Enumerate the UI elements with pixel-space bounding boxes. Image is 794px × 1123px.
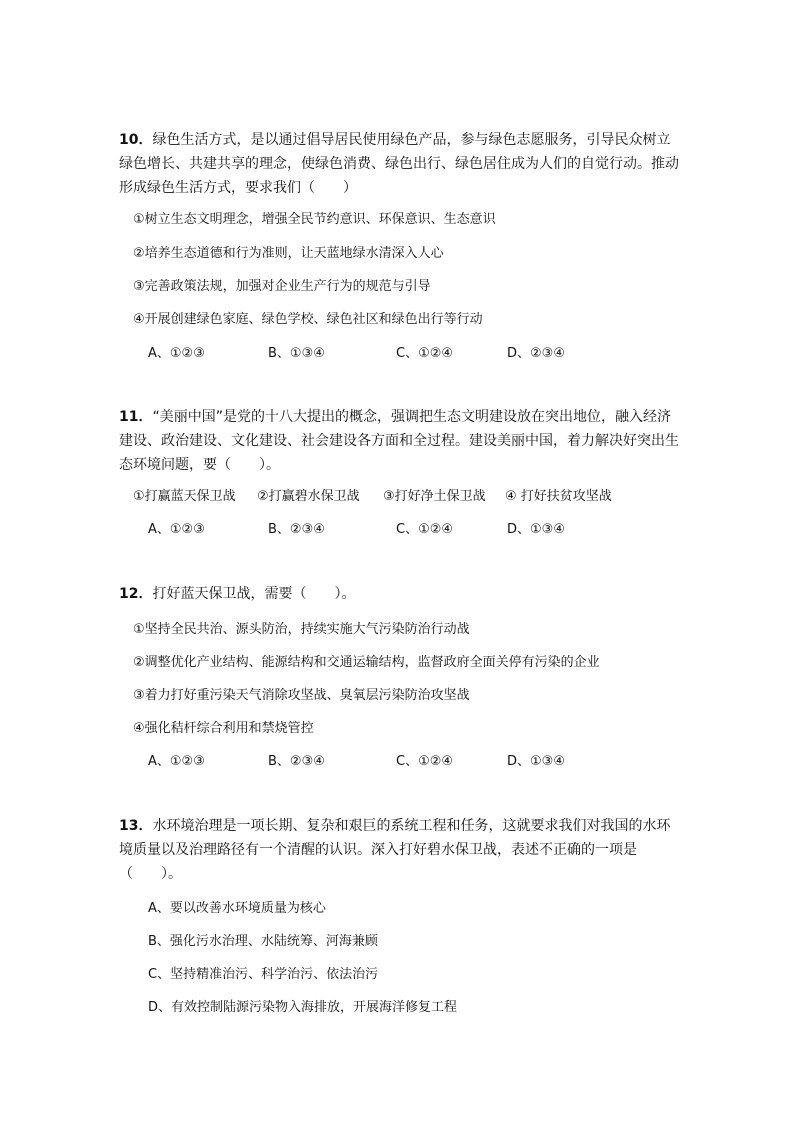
choice-a[interactable]: A、①②③ (148, 522, 205, 537)
statement-option: ④强化秸杆综合利用和禁烧管控 (133, 721, 314, 736)
choice-c[interactable]: C、坚持精准治污、科学治污、依法治污 (148, 967, 379, 982)
choice-d[interactable]: D、②③④ (507, 346, 565, 361)
statement-option: ④开展创建绿色家庭、绿色学校、绿色社区和绿色出行等行动 (133, 312, 483, 327)
choice-a[interactable]: A、①②③ (148, 346, 205, 361)
choice-b[interactable]: B、①③④ (268, 346, 325, 361)
statement-option: ③完善政策法规，加强对企业生产行为的规范与引导 (133, 279, 431, 294)
statement-option: ③打好净土保卫战 (383, 489, 486, 504)
question-number: 11． (119, 409, 153, 425)
choice-a[interactable]: A、①②③ (148, 754, 205, 769)
choice-b[interactable]: B、强化污水治理、水陆统筹、河海兼顾 (148, 934, 378, 949)
statement-option: ③着力打好重污染天气消除攻坚战、臭氧层污染防治攻坚战 (133, 688, 470, 703)
statement-option: ②培养生态道德和行为准则，让天蓝地绿水清深入人心 (133, 246, 444, 261)
statement-option: ④ 打好扶贫攻坚战 (505, 489, 612, 504)
choice-d[interactable]: D、①③④ (507, 754, 565, 769)
statement-option: ①打赢蓝天保卫战 (133, 489, 236, 504)
question-stem: 13．水环境治理是一项长期、复杂和艰巨的系统工程和任务，这就要求我们对我国的水环境质量以及治理路径有一个清醒的认识。深入打好碧水保卫战，表述不正确的一项是（ ）。 (119, 818, 671, 882)
choice-a[interactable]: A、要以改善水环境质量为核心 (148, 901, 326, 916)
question-stem: 11．“美丽中国”是党的十八大提出的概念，强调把生态文明建设放在突出地位，融入经济建设、政治建设、文化建设、社会建设各方面和全过程。建设美丽中国，着力解决好突出生态环境问题，要（ ）。 (119, 409, 679, 473)
choice-c[interactable]: C、①②④ (396, 754, 454, 769)
choice-d[interactable]: D、①③④ (507, 522, 565, 537)
statement-options-row (133, 485, 612, 504)
statement-option: ②调整优化产业结构、能源结构和交通运输结构，监督政府全面关停有污染的企业 (133, 655, 600, 670)
question-number: 12． (119, 586, 153, 602)
choice-b[interactable]: B、②③④ (268, 522, 325, 537)
choice-c[interactable]: C、①②④ (396, 522, 454, 537)
choice-c[interactable]: C、①②④ (396, 346, 454, 361)
question-stem: 10．绿色生活方式，是以通过倡导居民使用绿色产品，参与绿色志愿服务，引导民众树立绿色增长、共建共享的理念，使绿色消费、绿色出行、绿色居住成为人们的自觉行动。推动形成绿色生活方式，要求我们（ ） (119, 132, 679, 196)
statement-option: ①坚持全民共治、源头防治，持续实施大气污染防治行动战 (133, 622, 470, 637)
statement-option: ①树立生态文明理念，增强全民节约意识、环保意识、生态意识 (133, 212, 496, 227)
question-number: 10． (119, 132, 153, 148)
question-number: 13． (119, 818, 153, 834)
choice-d[interactable]: D、有效控制陆源污染物入海排放，开展海洋修复工程 (148, 1000, 458, 1015)
statement-option: ②打赢碧水保卫战 (257, 489, 360, 504)
question-stem: 12．打好蓝天保卫战，需要（ ）。 (119, 586, 356, 602)
choice-b[interactable]: B、②③④ (268, 754, 325, 769)
